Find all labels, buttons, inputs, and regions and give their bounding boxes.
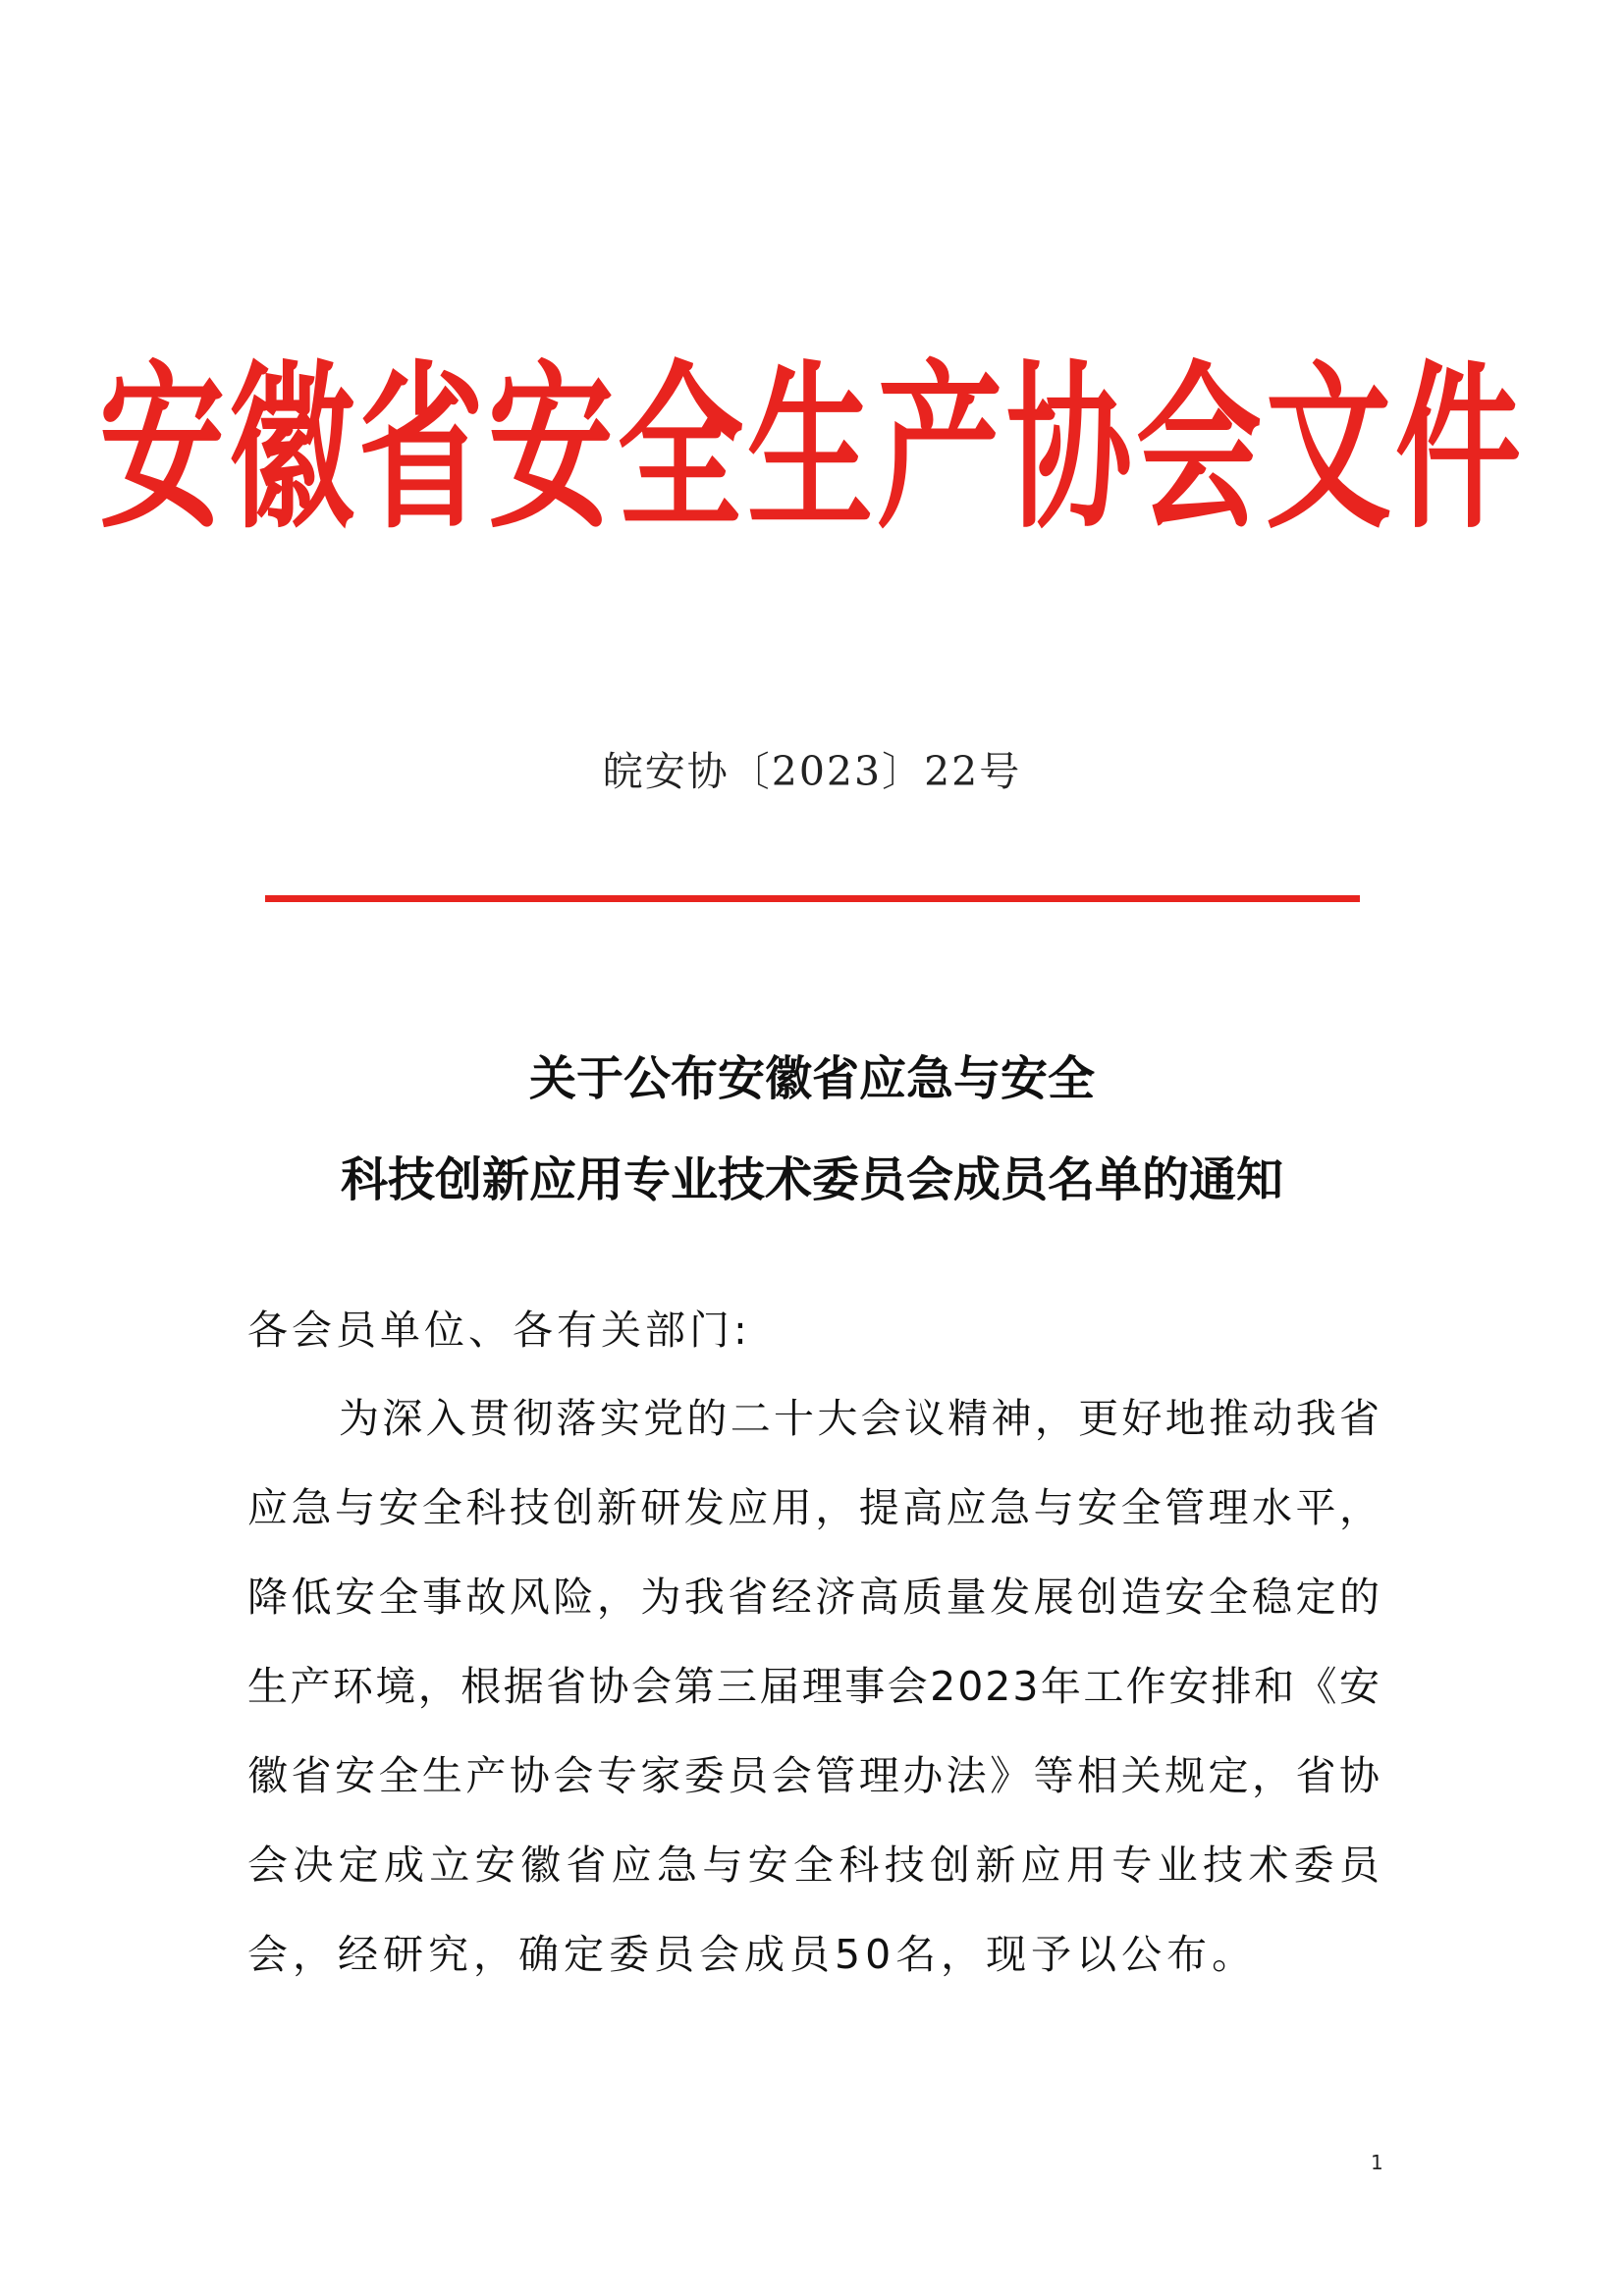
body-line: 降低安全事故风险，为我省经济高质量发展创造安全稳定的 (247, 1574, 1381, 1621)
body-line: 会决定成立安徽省应急与安全科技创新应用专业技术委员 (247, 1842, 1381, 1889)
masthead-title: 安徽省安全生产协会文件 (98, 346, 1525, 555)
body-line: 应急与安全科技创新研发应用，提高应急与安全管理水平， (247, 1484, 1381, 1531)
notice-title-line-2: 科技创新应用专业技术委员会成员名单的通知 (340, 1152, 1283, 1207)
notice-title-line-1: 关于公布安徽省应急与安全 (528, 1051, 1095, 1106)
body-line: 徽省安全生产协会专家委员会管理办法》等相关规定，省协 (247, 1752, 1381, 1799)
body-line: 生产环境，根据省协会第三届理事会2023年工作安排和《安 (247, 1663, 1381, 1710)
salutation: 各会员单位、各有关部门: (247, 1307, 751, 1354)
red-divider (265, 895, 1360, 902)
body-line: 会，经研究，确定委员会成员50名，现予以公布。 (247, 1931, 1258, 1978)
body-line: 为深入贯彻落实党的二十大会议精神，更好地推动我省 (339, 1395, 1381, 1442)
page-number: 1 (1371, 2151, 1383, 2174)
document-number: 皖安协〔2023〕22号 (602, 748, 1022, 795)
